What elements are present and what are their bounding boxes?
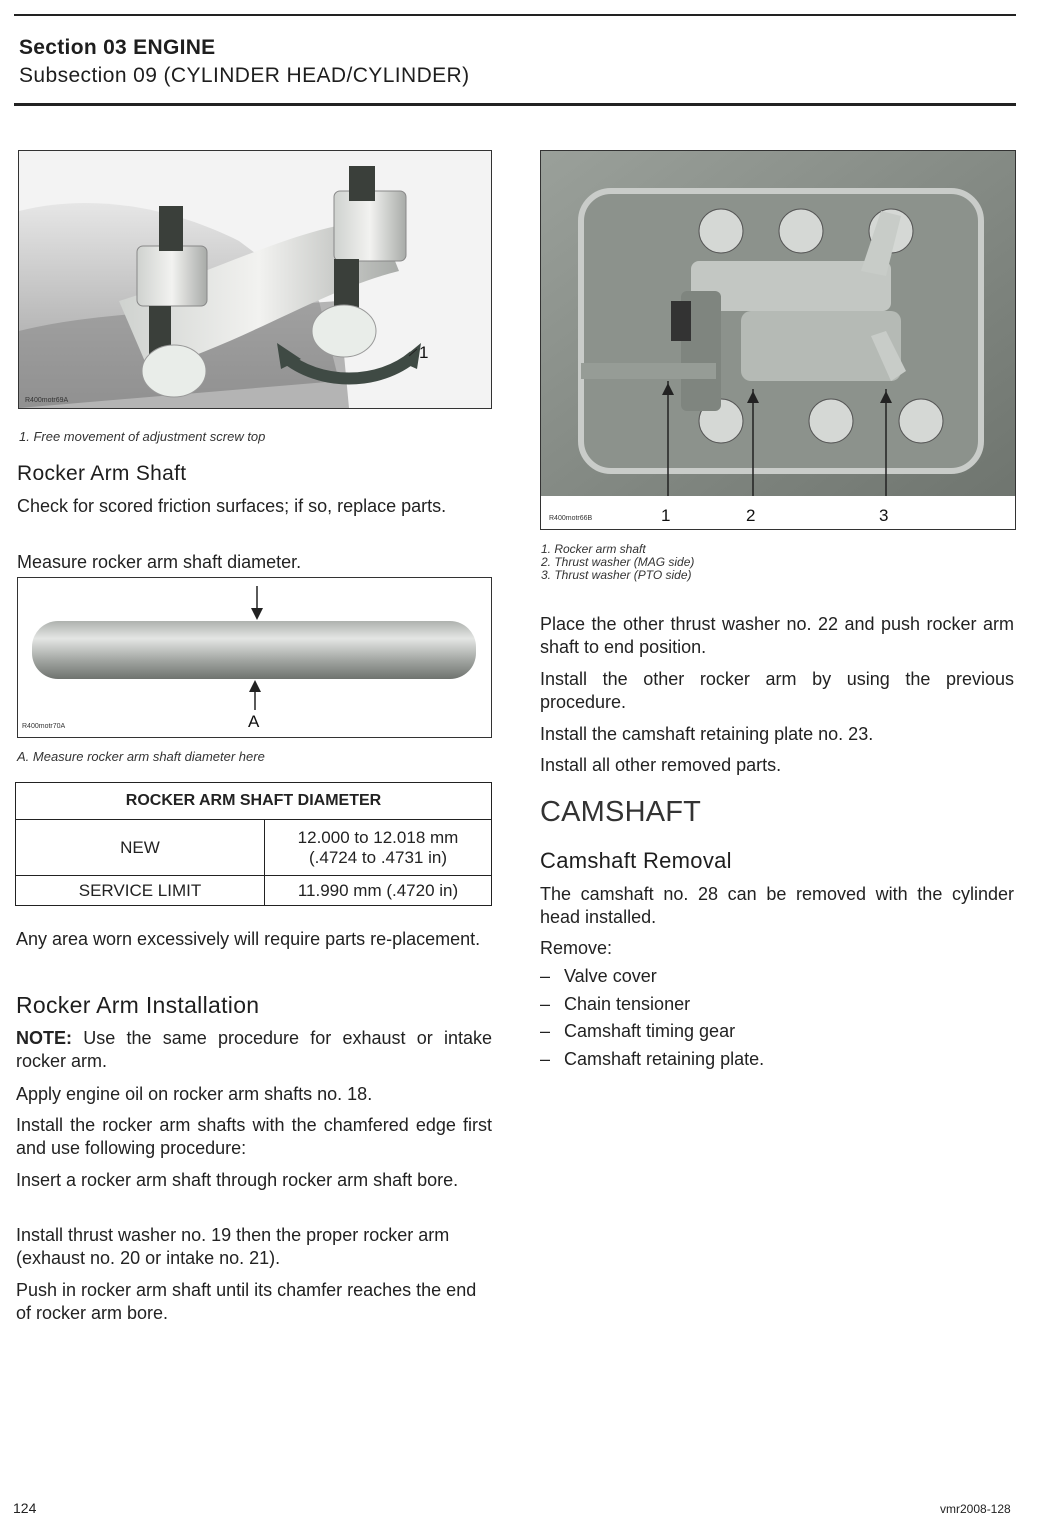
table-cell-label: NEW <box>16 820 265 876</box>
table-title: ROCKER ARM SHAFT DIAMETER <box>16 783 492 820</box>
spec-table <box>15 782 492 906</box>
paragraph: Install thrust washer no. 19 then the proper rocker arm (exhaust no. 20 or intake no. 21). <box>16 1225 450 1268</box>
callout-1: 1 <box>661 506 671 525</box>
top-rule <box>14 14 1016 16</box>
figure-rocker-arm-shaft-assembly <box>540 150 1016 530</box>
figure-code: R400motr70A <box>22 723 66 730</box>
paragraph: Install all other removed parts. <box>540 755 782 775</box>
paragraph: Push in rocker arm shaft until its chamfer reaches the end of rocker arm bore. <box>16 1280 477 1323</box>
heading-camshaft-removal: Camshaft Removal <box>540 848 732 873</box>
section-title: Section 03 ENGINE <box>19 36 216 59</box>
note-label: NOTE: <box>16 1028 72 1048</box>
note-text: Use the same procedure for exhaust or intake rocker arm. <box>16 1028 492 1071</box>
paragraph: Install the camshaft retaining plate no. 23. <box>540 724 874 744</box>
document-code: vmr2008-128 <box>940 1502 1011 1516</box>
paragraph: Check for scored friction surfaces; if so, replace parts. <box>17 496 447 516</box>
list-item: – Valve cover <box>540 963 1014 991</box>
list-item: – Chain tensioner <box>540 991 1014 1019</box>
figure-caption: 1. Free movement of adjustment screw top <box>19 429 266 444</box>
figure-caption: 2. Thrust washer (MAG side) <box>541 555 695 569</box>
list-item: – Camshaft timing gear <box>540 1018 1014 1046</box>
value-line: (.4724 to .4731 in) <box>309 847 447 867</box>
figure-caption: A. Measure rocker arm shaft diameter here <box>17 749 265 764</box>
note-paragraph <box>16 1027 492 1073</box>
paragraph: Any area worn excessively will require parts re-placement. <box>16 929 481 949</box>
figure-caption: 3. Thrust washer (PTO side) <box>541 568 692 582</box>
value-line: 12.000 to 12.018 mm <box>297 827 459 847</box>
table-cell-value <box>265 820 492 876</box>
page-number: 124 <box>13 1500 37 1516</box>
callout-3: 3 <box>879 506 889 525</box>
callout-1: 1 <box>419 343 429 362</box>
subsection-title: Subsection 09 (CYLINDER HEAD/CYLINDER) <box>19 64 470 87</box>
table-cell-value: 11.990 mm (.4720 in) <box>265 876 492 906</box>
figure-code: R400motr66B <box>549 515 593 522</box>
paragraph: Insert a rocker arm shaft through rocker arm shaft bore. <box>16 1170 459 1190</box>
paragraph: Apply engine oil on rocker arm shafts no. 18. <box>16 1084 373 1104</box>
paragraph: Place the other thrust washer no. 22 and push rocker arm shaft to end position. <box>540 614 1014 657</box>
heading-rocker-arm-installation: Rocker Arm Installation <box>16 992 260 1018</box>
table-cell-label: SERVICE LIMIT <box>16 876 265 906</box>
header-rule <box>14 103 1016 106</box>
heading-rocker-arm-shaft: Rocker Arm Shaft <box>17 462 187 485</box>
figure-caption: 1. Rocker arm shaft <box>541 542 646 556</box>
callout-2: 2 <box>746 506 756 525</box>
paragraph: The camshaft no. 28 can be removed with the cylinder head installed. <box>540 884 1014 927</box>
figure-shaft-diameter <box>17 577 492 738</box>
figure-code: R400motr69A <box>25 397 69 404</box>
list-item: – Camshaft retaining plate. <box>540 1046 1014 1074</box>
figure-adjustment-screw <box>18 150 492 409</box>
paragraph: Remove: <box>540 938 613 958</box>
heading-camshaft: CAMSHAFT <box>540 796 702 828</box>
paragraph: Measure rocker arm shaft diameter. <box>17 552 302 572</box>
paragraph: Install the rocker arm shafts with the chamfered edge first and use following procedure: <box>16 1115 492 1158</box>
callout-a: A <box>248 712 260 731</box>
remove-list <box>540 963 1014 1073</box>
paragraph: Install the other rocker arm by using the previous procedure. <box>540 669 1014 712</box>
